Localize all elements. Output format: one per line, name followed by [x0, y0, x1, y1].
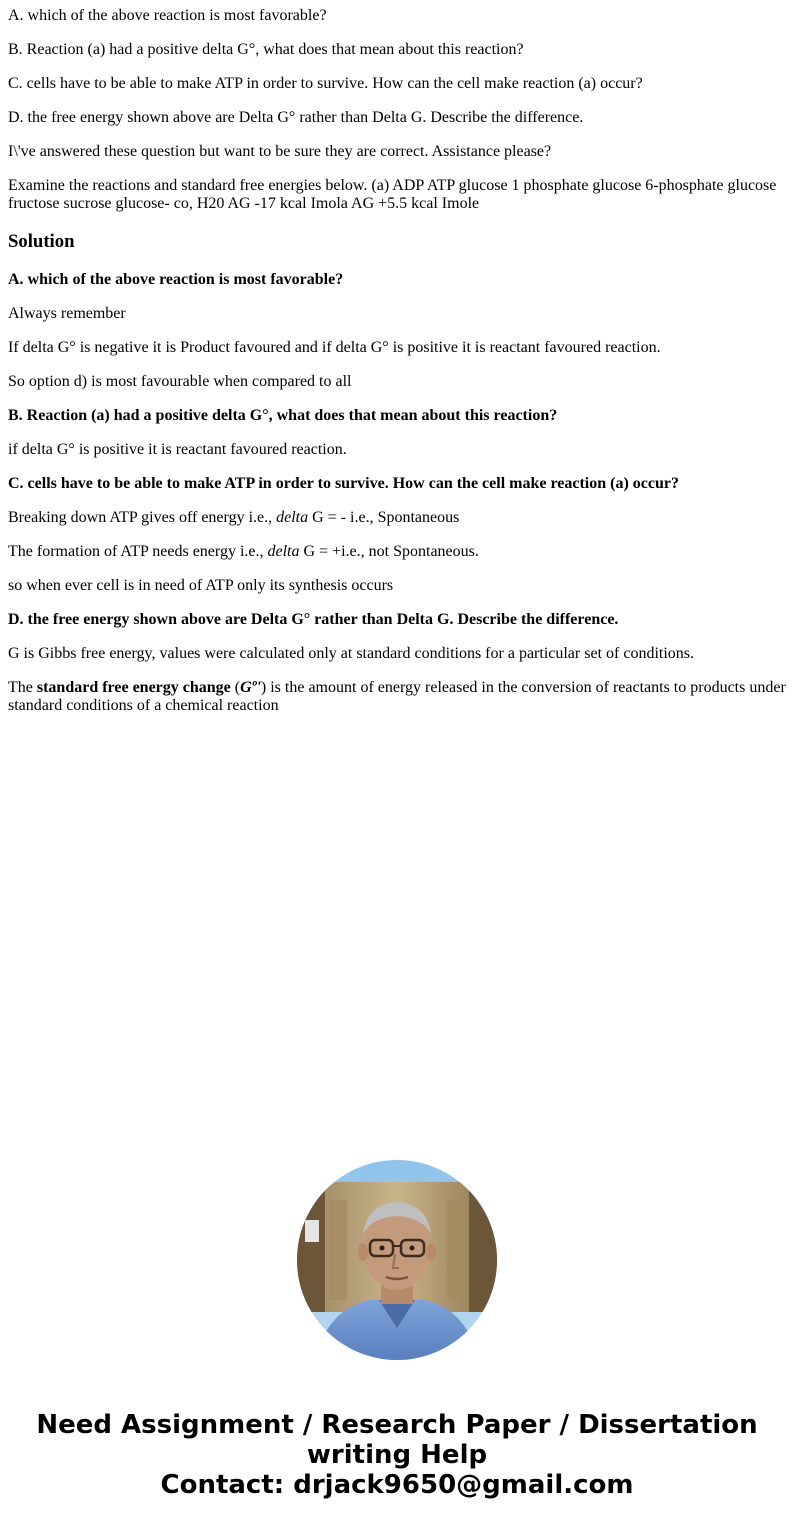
answer-c-para-1-pre: Breaking down ATP gives off energy i.e.,	[8, 509, 277, 526]
answer-d-para-2-symbol-text: Gº'	[240, 679, 261, 696]
tutor-avatar	[297, 1160, 497, 1360]
answer-c-para-1	[8, 509, 786, 527]
tutor-photo	[297, 1160, 497, 1360]
answer-b-heading	[8, 407, 786, 425]
answer-c-para-1-em: delta	[276, 509, 309, 526]
answer-a-para-3: So option d) is most favourable when compared to all	[8, 373, 352, 390]
answer-a-heading-text: A. which of the above reaction is most favorable?	[8, 271, 344, 288]
answer-c-para-2	[8, 543, 786, 561]
question-note: I\'ve answered these question but want to be sure they are correct. Assistance please?	[8, 143, 552, 160]
answer-c-para-2-post: G = +i.e., not Spontaneous.	[299, 543, 479, 560]
answer-c-para-3: so when ever cell is in need of ATP only its synthesis occurs	[8, 577, 394, 594]
footer-contact: Contact: drjack9650@gmail.com	[160, 1470, 634, 1500]
answer-b-heading-text: B. Reaction (a) had a positive delta G°, what does that mean about this reaction?	[8, 407, 558, 424]
answer-a-heading	[8, 271, 786, 289]
answer-a-para-2: If delta G° is negative it is Product favoured and if delta G° is positive it is reactant favoured reaction.	[8, 339, 661, 356]
answer-d-para-1: G is Gibbs free energy, values were calculated only at standard conditions for a particular set of conditions.	[8, 645, 694, 662]
question-d: D. the free energy shown above are Delta G° rather than Delta G. Describe the difference.	[8, 109, 584, 126]
question-a: A. which of the above reaction is most favorable?	[8, 7, 327, 24]
answer-c-heading	[8, 475, 786, 493]
answer-d-para-2-open: (	[230, 679, 241, 696]
answer-d-heading	[8, 611, 786, 629]
answer-c-para-2-pre: The formation of ATP needs energy i.e.,	[8, 543, 268, 560]
solution-heading: Solution	[8, 231, 75, 252]
question-b: B. Reaction (a) had a positive delta G°, what does that mean about this reaction?	[8, 41, 524, 58]
question-reactions: Examine the reactions and standard free energies below. (a) ADP ATP glucose 1 phosphate glucose 6-phosphate glucose fructose sucrose glucose- co, H20 AG -17 kcal Imola AG +5.5 kcal Imole	[8, 177, 777, 212]
answer-c-heading-text: C. cells have to be able to make ATP in order to survive. How can the cell make reaction (a) occur?	[8, 475, 680, 492]
footer-help-text: Need Assignment / Research Paper / Dissertation writing Help	[36, 1410, 758, 1470]
answer-d-para-2-post: ) is the amount of energy released in the conversion of reactants to products under standard conditions of a chemical reaction	[8, 679, 786, 714]
question-c: C. cells have to be able to make ATP in order to survive. How can the cell make reaction (a) occur?	[8, 75, 643, 92]
document-body	[0, 7, 794, 715]
answer-c-para-2-em: delta	[267, 543, 300, 560]
answer-a-para-1: Always remember	[8, 305, 126, 322]
answer-d-heading-text: D. the free energy shown above are Delta G° rather than Delta G. Describe the difference.	[8, 611, 619, 628]
answer-d-para-2-bold: standard free energy change	[36, 679, 231, 696]
footer-banner	[0, 1410, 794, 1500]
answer-c-para-1-post: G = - i.e., Spontaneous	[308, 509, 460, 526]
answer-d-para-2-pre: The	[8, 679, 37, 696]
answer-d-para-2	[8, 679, 786, 715]
answer-b-para-1: if delta G° is positive it is reactant favoured reaction.	[8, 441, 347, 458]
answer-d-para-2-symbol	[240, 679, 261, 696]
